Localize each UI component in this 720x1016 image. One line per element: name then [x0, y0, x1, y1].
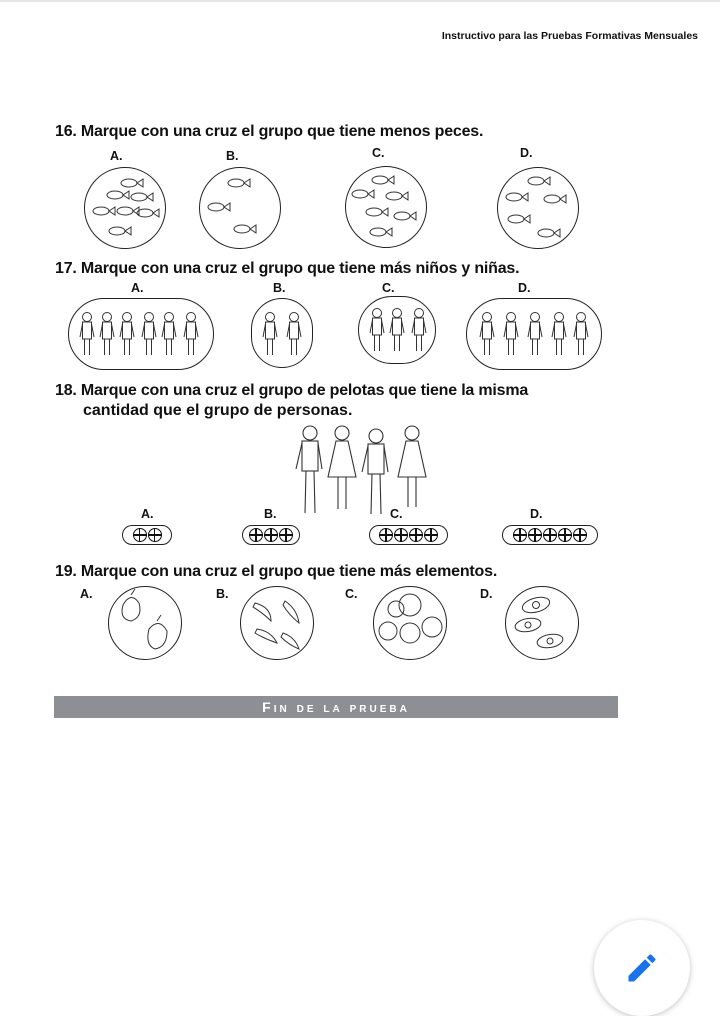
- option-d-fruit-group[interactable]: [505, 586, 579, 660]
- option-b-label: B.: [273, 281, 286, 295]
- chili-icon: [241, 587, 315, 661]
- question-18-line2: cantidad que el grupo de personas.: [83, 402, 353, 419]
- document-header: Instructivo para las Pruebas Formativas Mensuales: [441, 30, 698, 42]
- option-b-ball-group[interactable]: [242, 525, 300, 545]
- option-c-label: C.: [345, 587, 358, 601]
- option-c-label: C.: [390, 507, 403, 521]
- option-a-label: A.: [110, 149, 123, 163]
- fish-icon: [346, 167, 428, 249]
- question-text: Marque con una cruz el grupo que tiene menos peces.: [80, 123, 484, 140]
- avocado-icon: [506, 587, 580, 661]
- ball-icon: [543, 528, 557, 542]
- ball-icon: [133, 528, 147, 542]
- fish-icon: [85, 168, 167, 250]
- ball-icon: [249, 528, 263, 542]
- orange-icon: [374, 587, 448, 661]
- pencil-icon: [624, 950, 660, 986]
- option-c-children-group[interactable]: [358, 296, 436, 364]
- option-a-children-group[interactable]: [68, 298, 214, 370]
- child-icon: [252, 299, 314, 369]
- fish-icon: [498, 168, 580, 250]
- end-of-test-banner: Fin de la prueba: [54, 696, 618, 718]
- child-icon: [467, 299, 603, 371]
- ball-icon: [513, 528, 527, 542]
- question-number: 19.: [55, 563, 77, 580]
- option-b-label: B.: [264, 507, 277, 521]
- option-a-fruit-group[interactable]: [108, 586, 182, 660]
- ball-icon: [528, 528, 542, 542]
- option-b-children-group[interactable]: [251, 298, 313, 368]
- question-text: Marque con una cruz el grupo que tiene más niños y niñas.: [80, 260, 520, 277]
- question-number: 18.: [55, 382, 77, 399]
- ball-icon: [379, 528, 393, 542]
- ball-icon: [558, 528, 572, 542]
- fish-icon: [200, 168, 282, 250]
- option-b-fruit-group[interactable]: [240, 586, 314, 660]
- option-c-fish-group[interactable]: [345, 166, 427, 248]
- ball-icon: [409, 528, 423, 542]
- child-icon: [69, 299, 215, 371]
- option-c-ball-group[interactable]: [369, 525, 448, 545]
- ball-icon: [148, 528, 162, 542]
- option-c-label: C.: [372, 146, 385, 160]
- question-number: 17.: [55, 260, 77, 277]
- question-19: [55, 563, 497, 581]
- people-group-illustration: [290, 420, 440, 520]
- question-text: Marque con una cruz el grupo que tiene más elementos.: [80, 563, 498, 580]
- ball-icon: [279, 528, 293, 542]
- ball-icon: [424, 528, 438, 542]
- option-d-label: D.: [530, 507, 543, 521]
- option-d-label: D.: [520, 146, 533, 160]
- option-d-fish-group[interactable]: [497, 167, 579, 249]
- question-18: [55, 382, 528, 400]
- mango-icon: [109, 587, 183, 661]
- option-c-fruit-group[interactable]: [373, 586, 447, 660]
- question-text: Marque con una cruz el grupo de pelotas que tiene la misma: [80, 382, 529, 399]
- edit-button[interactable]: [594, 920, 690, 1016]
- option-d-ball-group[interactable]: [502, 525, 598, 545]
- question-number: 16.: [55, 123, 77, 140]
- ball-icon: [264, 528, 278, 542]
- option-a-ball-group[interactable]: [122, 525, 172, 545]
- question-16: [55, 123, 483, 141]
- option-a-label: A.: [141, 507, 154, 521]
- option-a-label: A.: [131, 281, 144, 295]
- option-b-label: B.: [216, 587, 229, 601]
- child-icon: [359, 297, 437, 365]
- option-c-label: C.: [382, 281, 395, 295]
- option-a-label: A.: [80, 587, 93, 601]
- option-d-children-group[interactable]: [466, 298, 602, 370]
- ball-icon: [573, 528, 587, 542]
- option-b-label: B.: [226, 149, 239, 163]
- ball-icon: [394, 528, 408, 542]
- question-17: [55, 260, 519, 278]
- option-a-fish-group[interactable]: [84, 167, 166, 249]
- option-b-fish-group[interactable]: [199, 167, 281, 249]
- option-d-label: D.: [480, 587, 493, 601]
- option-d-label: D.: [518, 281, 531, 295]
- top-divider: [0, 0, 720, 2]
